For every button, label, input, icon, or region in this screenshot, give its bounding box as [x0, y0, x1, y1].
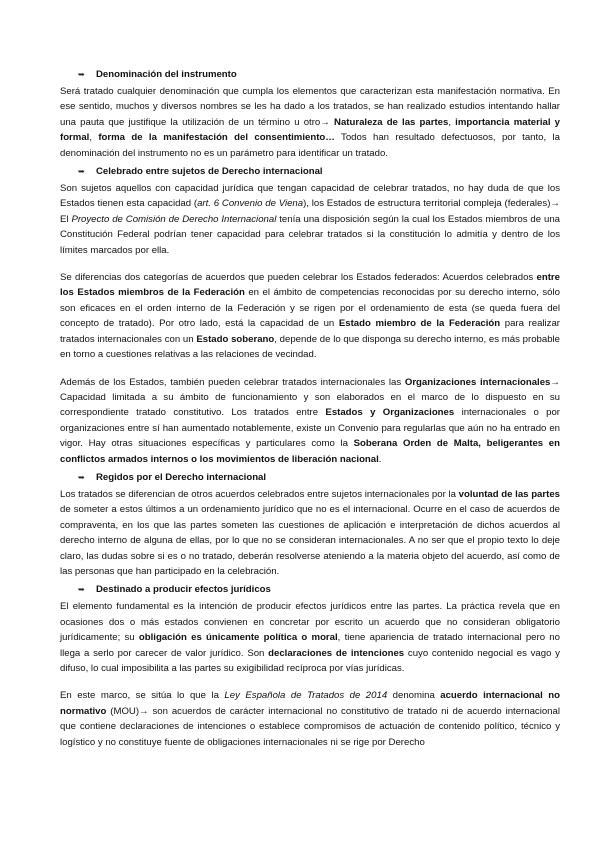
paragraph: El elemento fundamental es la intención de producir efectos jurídicos entre las partes. La práctica revela que en ocasiones dos o más estados convienen en concretar por escrito un acuerdo que no consideran obligatorio jurídicamente; su obligación es únicamente política o moral, tiene apariencia de tratado internacional pero no llega a serlo por carecer de valor jurídico. Son declaraciones de intenciones cuyo contenido negocial es vago y difuso, lo cual imposibilita a las partes su exigibilidad recíproca por vías jurídicas. — [60, 601, 560, 674]
paragraph: Son sujetos aquellos con capacidad jurídica que tengan capacidad de celebrar tratados, no hay duda de que los Estados tienen esta capacidad (art. 6 Convenio de Viena), los Estados de estructura territorial compleja (federales)→ El Proyecto de Comisión de Derecho Internacional tenía una disposición según la cual los Estados miembros de una Constitución Federal podrían tener capacidad para celebrar tratados si la constitución lo admitía y dentro de los límites marcados por ella. — [60, 183, 560, 256]
arrow-bullet-icon: ➥ — [78, 472, 85, 482]
section-heading-label: Denominación del instrumento — [96, 69, 237, 80]
arrow-bullet-icon: ➥ — [78, 167, 85, 177]
paragraph: En este marco, se sitúa lo que la Ley Española de Tratados de 2014 denomina acuerdo internacional no normativo (MOU)→ son acuerdos de carácter internacional no constitutivo de tratado ni de acuerdo internacional que contiene declaraciones de intenciones o establece compromisos de actuación de contenido político, técnico y logístico y no constituye fuente de obligaciones internacionales ni se rige por Derecho — [60, 690, 560, 748]
paragraph: Además de los Estados, también pueden celebrar tratados internacionales las Organizaciones internacionales→ Capacidad limitada a su ámbito de funcionamiento y son elaborados en el marco de lo dispuesto en su correspondiente tratado constitutivo. Los tratados entre Estados y Organizaciones internacionales o por organizaciones entre sí han aumentado notablemente, existe un Convenio para regularlas que aún no ha entrado en vigor. Hay otras situaciones específicas y particulares como la Soberana Orden de Malta, beligerantes en conflictos armados internos o los movimientos de liberación nacional. — [60, 376, 560, 465]
section-heading-label: Celebrado entre sujetos de Derecho internacional — [96, 166, 323, 178]
section-heading-sujetos — [60, 165, 560, 179]
section-heading-denominacion — [60, 68, 560, 82]
arrow-bullet-icon: ➥ — [78, 585, 85, 595]
section-heading-label: Regidos por el Derecho internacional — [96, 471, 267, 483]
section-heading-regidos — [60, 471, 560, 485]
paragraph: Los tratados se diferencian de otros acuerdos celebrados entre sujetos internacionales por la voluntad de las partes de someter a estos últimos a un ordenamiento jurídico que no es el internacional. Ocurre en el caso de acuerdos de compraventa, en los que las partes someten las cuestiones de aplicación e interpretación de dichos acuerdos al derecho interno de alguna de ellas, por lo que no se consideran internacionales. A no ser que el propio texto lo deje claro, las dudas sobre si es o no tratado, deberán resolverse ateniendo a la materia objeto del acuerdo, así como de las personas que han participado en la celebración. — [60, 488, 560, 577]
arrow-bullet-icon: ➥ — [78, 70, 85, 79]
paragraph: Se diferencias dos categorías de acuerdos que pueden celebrar los Estados federados: Acuerdos celebrados entre los Estados miembros de la Federación en el ámbito de competencias reconocidas por su derecho interno, sólo son eficaces en el orden interno de la Federación y se rigen por el ordenamiento de esta (se queda fuera del concepto de tratado). Por otro lado, está la capacidad de un Estado miembro de la Federación para realizar tratados internacionales con un Estado soberano, depende de lo que disponga su derecho interno, es más probable en torno a cuestiones relativas a las relaciones de vecindad. — [60, 272, 560, 361]
section-heading-label: Destinado a producir efectos jurídicos — [96, 584, 271, 596]
section-heading-efectos — [60, 583, 560, 597]
paragraph: Será tratado cualquier denominación que cumpla los elementos que caracterizan esta manifestación normativa. En ese sentido, muchos y diversos nombres se les ha dado a los tratados, se han realizado estudios intentando hallar una pauta que justifique la utilización de un término u otro→ Naturaleza de las partes, importancia material y formal, forma de la manifestación del consentimiento… Todos han resultado defectuosos, por tanto, la denominación del instrumento no es un parámetro para identificar un tratado. — [60, 86, 560, 159]
